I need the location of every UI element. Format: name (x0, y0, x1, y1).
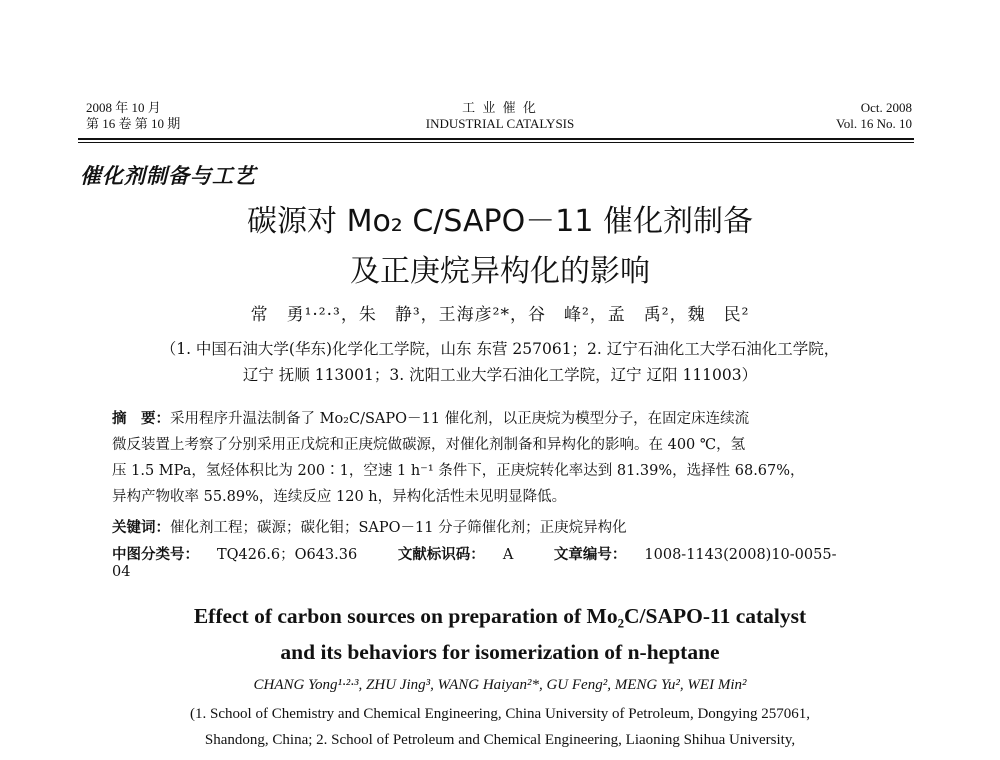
header-volume: 第 16 卷 第 10 期 (86, 116, 181, 131)
journal-date-issue (86, 100, 180, 132)
abstract-label: 摘 要： (112, 411, 170, 427)
title-zh-line1: 碳源对 Mo₂ C/SAPO－11 催化剂制备 (247, 204, 753, 239)
header-rule-thin (78, 142, 914, 143)
journal-date-issue-en (836, 100, 912, 132)
affiliation-en-line1: (1. School of Chemistry and Chemical Engineering, China University of Petroleum, Dongying 257061, (190, 706, 810, 722)
abstract-line2: 微反装置上考察了分别采用正戊烷和正庚烷做碳源，对催化剂制备和异构化的影响。在 400 ℃，氢 (112, 437, 746, 453)
abstract-text-1: 采用程序升温法制备了 Mo₂C/SAPO－11 催化剂，以正庚烷为模型分子，在固定床连续流 (170, 411, 750, 427)
authors-zh: 常 勇¹·²·³，朱 静³，王海彦²*，谷 峰²，孟 禹²，魏 民² (250, 305, 750, 325)
affiliation-en-line2: Shandong, China; 2. School of Petroleum and Chemical Engineering, Liaoning Shihua University, (204, 732, 796, 748)
affiliation-zh-line2: 辽宁 抚顺 113001；3. 沈阳工业大学石油化工学院，辽宁 辽阳 111003） (242, 366, 758, 384)
section-label: 催化剂制备与工艺 (80, 164, 256, 188)
journal-name-en: INDUSTRIAL CATALYSIS (425, 116, 575, 131)
doc-code-value: A (502, 547, 514, 563)
header-date: 2008 年 10 月 (86, 100, 161, 115)
journal-name-zh: 工 业 催 化 (462, 100, 538, 115)
article-number-label: 文章编号： (553, 547, 627, 563)
keywords (112, 516, 627, 537)
clc-label: 中图分类号： (112, 547, 199, 563)
title-zh-line2: 及正庚烷异构化的影响 (350, 254, 650, 289)
journal-name (330, 100, 670, 132)
clc-value: TQ426.6；O643.36 (217, 547, 358, 563)
title-en-line1: Effect of carbon sources on preparation of Mo₂C/SAPO-11 catalyst (193, 604, 807, 628)
header-volume-en: Vol. 16 No. 10 (836, 116, 912, 131)
authors-en: CHANG Yong¹·²·³, ZHU Jing³, WANG Haiyan²*, GU Feng², MENG Yu², WEI Min² (253, 677, 747, 693)
abstract-line1 (112, 408, 902, 430)
keywords-label: 关键词： (112, 520, 170, 536)
keywords-text: 催化剂工程；碳源；碳化钼；SAPO－11 分子筛催化剂；正庚烷异构化 (170, 520, 627, 536)
article-number-value: 1008-1143(2008)10-0055-04 (112, 547, 837, 580)
classification-line (112, 543, 872, 580)
abstract-line4: 异构产物收率 55.89%，连续反应 120 h，异构化活性未见明显降低。 (112, 489, 567, 505)
header-date-en: Oct. 2008 (860, 100, 912, 115)
affiliation-zh-line1: （1. 中国石油大学(华东)化学化工学院，山东 东营 257061；2. 辽宁石油化工大学石油化工学院， (160, 340, 840, 358)
doc-code-label: 文献标识码： (397, 547, 485, 563)
title-en-line2: and its behaviors for isomerization of n-heptane (280, 640, 720, 664)
abstract-line3: 压 1.5 MPa，氢烃体积比为 200∶1，空速 1 h⁻¹ 条件下，正庚烷转化率达到 81.39%，选择性 68.67%， (112, 463, 805, 479)
header-rule-thick (78, 138, 914, 140)
